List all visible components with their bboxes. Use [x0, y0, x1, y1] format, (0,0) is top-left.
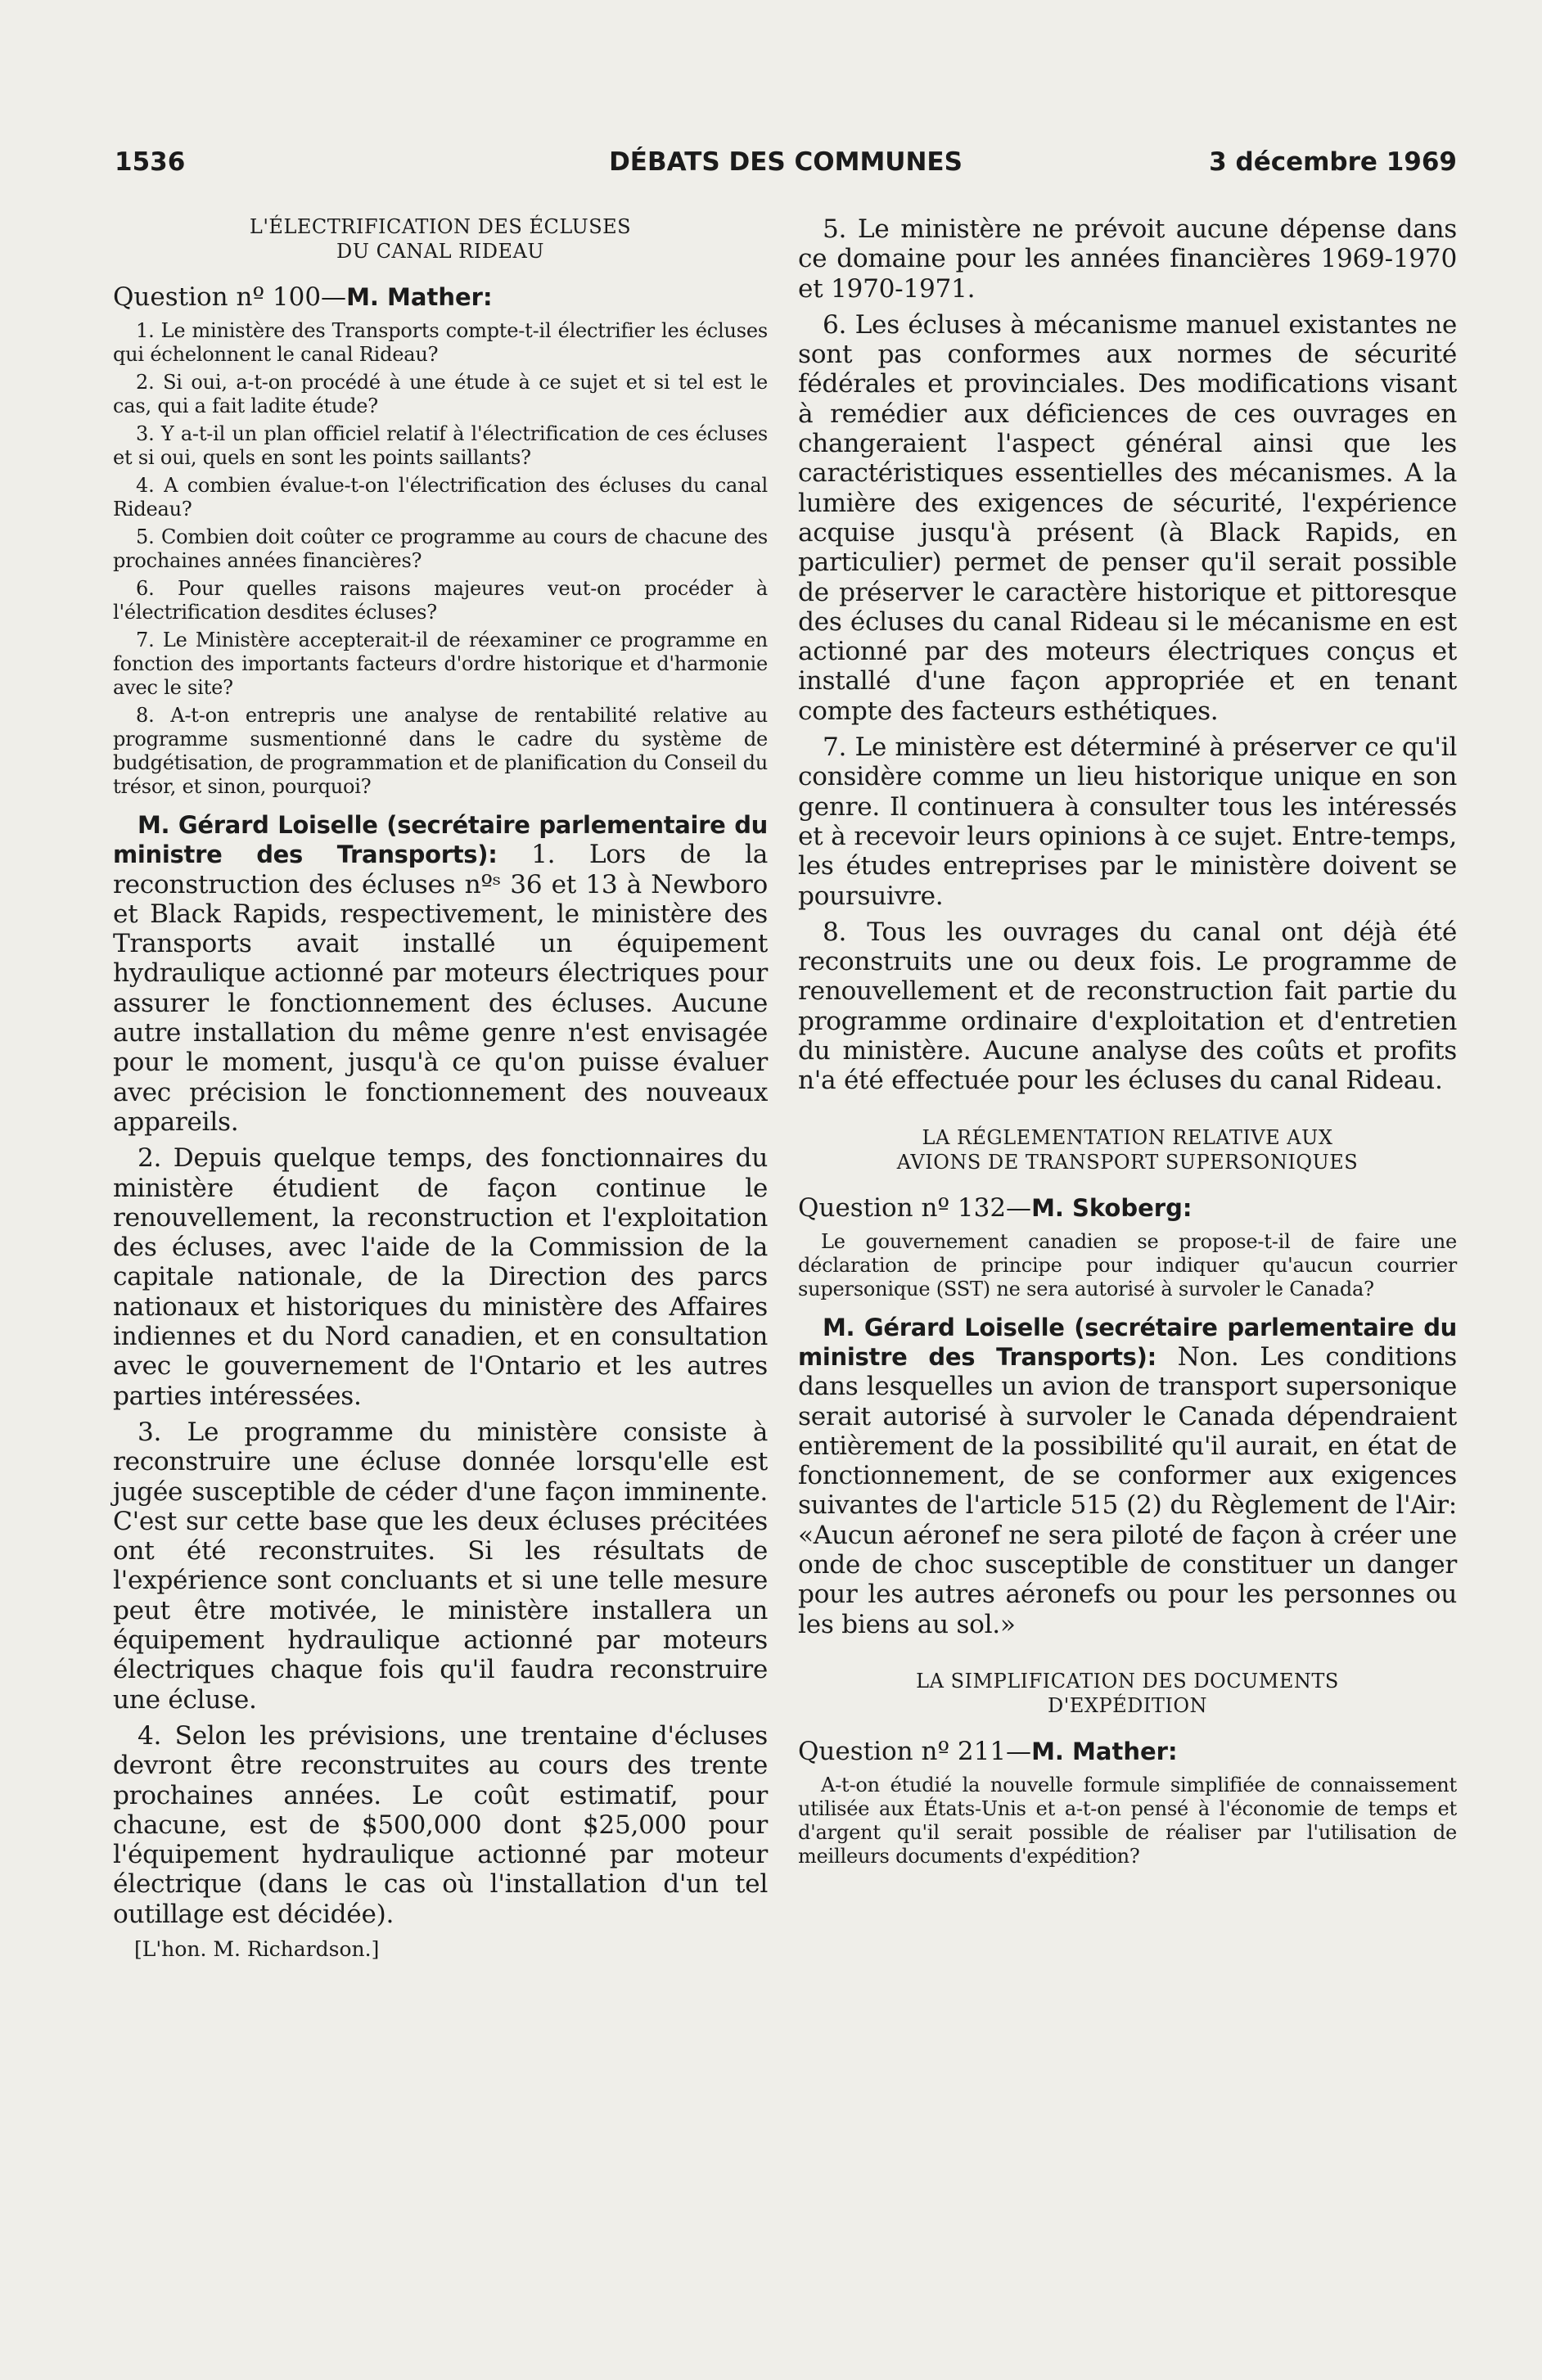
- section-title-line: AVIONS DE TRANSPORT SUPERSONIQUES: [896, 1150, 1359, 1174]
- section-title-line: LA SIMPLIFICATION DES DOCUMENTS: [916, 1669, 1339, 1693]
- section-title-line: L'ÉLECTRIFICATION DES ÉCLUSES: [249, 215, 632, 238]
- question-item: 2. Si oui, a-t-on procédé à une étude à ce sujet et si tel est le cas, qui a fait ladite étude?: [113, 371, 768, 417]
- answer-text: Non. Les conditions dans lesquelles un avion de transport supersonique serait autorisé à survoler le Canada dépendraient entièrement de la possibilité qu'il aurait, en état de fonctionnement, de se conformer aux exigences suivantes de l'article 515 (2) du Règlement de l'Air: «Aucun aéronef ne sera piloté de façon à créer une onde de choc susceptible de constituer un danger pour les autres aéronefs ou pour les personnes ou les biens au sol.»: [798, 1341, 1457, 1639]
- question-item: Le gouvernement canadien se propose-t-il de faire une déclaration de principe pour indiquer qu'aucun courrier supersonique (SST) ne sera autorisé à survoler le Canada?: [798, 1229, 1457, 1300]
- answer-text: 1. Lors de la reconstruction des écluses nºˢ 36 et 13 à Newboro et Black Rapids, respectivement, le ministère des Transports avait installé un équipement hydraulique actionné par moteurs électriques pour assurer le fonctionnement des écluses. Aucune autre installation du même genre n'est envisagée pour le moment, jusqu'à ce qu'on puisse évaluer avec précision le fonctionnement des nouveaux appareils.: [113, 840, 768, 1137]
- question-heading: [798, 1736, 1457, 1767]
- attribution: [L'hon. M. Richardson.]: [134, 1936, 380, 1961]
- page-date: 3 décembre 1969: [1209, 147, 1457, 177]
- answer-paragraph: 6. Les écluses à mécanisme manuel existantes ne sont pas conformes aux normes de sécurité fédérales et provinciales. Des modifications visant à remédier aux déficiences de ces ouvrages en changeraient l'aspect général ainsi que les caractéristiques essentielles des mécanismes. A la lumière des exigences de sécurité, l'expérience acquise jusqu'à présent (à Black Rapids, en particulier) permet de penser qu'il serait possible de préserver le caractère historique et pittoresque des écluses du canal Rideau si le mécanisme en est actionné par des moteurs électriques conçus et installé d'une façon appropriée et en tenant compte des facteurs esthétiques.: [798, 309, 1457, 726]
- answer-paragraph: 2. Depuis quelque temps, des fonctionnaires du ministère étudient de façon continue le renouvellement, la reconstruction et l'exploitation des écluses, avec l'aide de la Commission de la capitale nationale, de la Direction des parcs nationaux et historiques du ministère des Affaires indiennes et du Nord canadien, et en consultation avec le gouvernement de l'Ontario et les autres parties intéressées.: [113, 1143, 768, 1411]
- question-item: 1. Le ministère des Transports compte-t-il électrifier les écluses qui échelonnent le canal Rideau?: [113, 319, 768, 366]
- question-item: 5. Combien doit coûter ce programme au cours de chacune des prochaines années financières?: [113, 525, 768, 572]
- question-number: Question nº 211—: [798, 1736, 1032, 1766]
- left-column: [113, 214, 768, 1962]
- page-title: DÉBATS DES COMMUNES: [609, 147, 963, 177]
- spacer: [798, 1102, 1457, 1125]
- section-title-sst: [798, 1125, 1457, 1174]
- answer-speaker: M. Gérard Loiselle (secrétaire parlementaire du ministre des Transports):: [113, 811, 768, 869]
- answer-paragraph: 5. Le ministère ne prévoit aucune dépense dans ce domaine pour les années financières 1969-1970 et 1970-1971.: [798, 214, 1457, 304]
- question-item: 3. Y a-t-il un plan officiel relatif à l'électrification de ces écluses et si oui, quels en sont les points saillants?: [113, 422, 768, 469]
- right-column: [798, 214, 1457, 1873]
- question-author: M. Mather:: [1031, 1737, 1178, 1765]
- question-item: 7. Le Ministère accepterait-il de réexaminer ce programme en fonction des importants facteurs d'ordre historique et d'harmonie avec le site?: [113, 629, 768, 699]
- question-number: Question nº 100—: [113, 282, 347, 312]
- answer-paragraph: [113, 810, 768, 1137]
- section-title-line: D'EXPÉDITION: [1048, 1693, 1207, 1717]
- section-title-line: DU CANAL RIDEAU: [336, 240, 545, 263]
- question-author: M. Mather:: [346, 283, 493, 311]
- answer-paragraph: [798, 1313, 1457, 1639]
- answer-paragraph: 3. Le programme du ministère consiste à reconstruire une écluse donnée lorsqu'elle est jugée susceptible de céder d'une façon imminente. C'est sur cette base que les deux écluses précitées ont été reconstruites. Si les résultats de l'expérience sont concluants et si une telle mesure peut être motivée, le ministère installera un équipement hydraulique actionné par moteurs électriques chaque fois qu'il faudra reconstruire une écluse.: [113, 1417, 768, 1715]
- answer-paragraph: 4. Selon les prévisions, une trentaine d'écluses devront être reconstruites au cours des trente prochaines années. Le coût estimatif, pour chacune, est de $500,000 dont $25,000 pour l'équipement hydraulique actionné par moteur électrique (dans le cas où l'installation d'un tel outillage est décidée).: [113, 1720, 768, 1929]
- question-heading: [113, 282, 768, 313]
- question-item: 6. Pour quelles raisons majeures veut-on procéder à l'électrification desdites écluses?: [113, 577, 768, 624]
- question-item: 8. A-t-on entrepris une analyse de rentabilité relative au programme susmentionné dans le cadre du système de budgétisation, de programmation et de planification du Conseil du trésor, et sinon, pourquoi?: [113, 704, 768, 798]
- page-header: [115, 147, 1457, 188]
- spacer: [798, 1646, 1457, 1669]
- section-title-documents: [798, 1669, 1457, 1718]
- answer-paragraph: 8. Tous les ouvrages du canal ont déjà été reconstruits une ou deux fois. Le programme de renouvellement et de reconstruction fait partie du programme ordinaire d'exploitation et d'entretien du ministère. Aucune analyse des coûts et profits n'a été effectuée pour les écluses du canal Rideau.: [798, 917, 1457, 1096]
- answer-speaker: M. Gérard Loiselle (secrétaire parlementaire du ministre des Transports):: [798, 1313, 1457, 1371]
- question-number: Question nº 132—: [798, 1192, 1032, 1223]
- answer-paragraph: 7. Le ministère est déterminé à préserver ce qu'il considère comme un lieu historique unique en son genre. Il continuera à consulter tous les intéressés et à recevoir leurs opinions à ce sujet. Entre-temps, les études entreprises par le ministère doivent se poursuivre.: [798, 732, 1457, 911]
- section-title-electrification: [113, 214, 768, 264]
- question-author: M. Skoberg:: [1031, 1193, 1193, 1222]
- question-heading: [798, 1192, 1457, 1224]
- section-title-line: LA RÉGLEMENTATION RELATIVE AUX: [922, 1125, 1333, 1149]
- page-number: 1536: [115, 147, 186, 177]
- question-item: A-t-on étudié la nouvelle formule simplifiée de connaissement utilisée aux États-Unis et a-t-on pensé à l'économie de temps et d'argent qu'il serait possible de réaliser par l'utilisation de meilleurs documents d'expédition?: [798, 1773, 1457, 1868]
- question-item: 4. A combien évalue-t-on l'électrification des écluses du canal Rideau?: [113, 474, 768, 521]
